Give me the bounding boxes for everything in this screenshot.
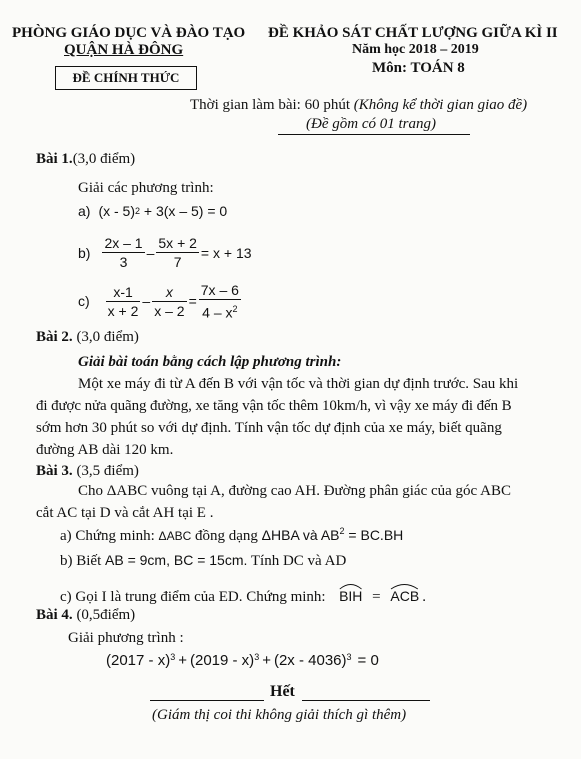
minus-sign: – <box>142 293 151 310</box>
angle-acb-label: ACB <box>390 588 420 604</box>
numerator: x-1 <box>106 284 141 302</box>
eq-c-label: c) <box>78 293 90 310</box>
bai3-part-c <box>60 584 426 606</box>
bai2-instruction: Giải bài toán bằng cách lập phương trình: <box>78 354 342 370</box>
bai2-line-4: đường AB dài 120 km. <box>36 442 174 458</box>
bai2-line-3: sớm hơn 30 phút so với dự định. Tính vận tốc dự định của xe máy, biết quãng <box>36 420 502 436</box>
plus-sign: + <box>178 652 187 669</box>
part-c-text-1: c) Gọi I là trung điểm của ED. Chứng minh: <box>60 589 330 605</box>
denominator: x – 2 <box>154 302 185 319</box>
part-a-text-4: ΔHBA và AB <box>261 527 340 543</box>
part-a-text-5: = BC.BH <box>344 527 404 543</box>
time-note: (Không kể thời gian giao đề) <box>353 97 528 113</box>
bai3-title: Bài 3. <box>36 463 73 479</box>
eq-a-exp: 2 <box>135 206 141 216</box>
bai4-equation <box>106 652 379 669</box>
denominator: 7 <box>173 254 182 270</box>
footer-rule-left <box>150 700 264 701</box>
bai2-title: Bài 2. <box>36 329 73 345</box>
bai3-line-2: cắt AC tại D và cắt AH tại E . <box>36 505 214 521</box>
footer-rule-right <box>302 700 430 701</box>
part-a-text-3: đồng dạng <box>191 528 262 544</box>
term-2-exp: 3 <box>254 652 260 662</box>
bai1-title: Bài 1. <box>36 151 73 167</box>
bai1-heading <box>36 151 135 168</box>
term-1-exp: 3 <box>170 652 176 662</box>
bai1-eq-c <box>78 282 243 321</box>
bai3-part-b <box>60 552 346 570</box>
eq-b-label: b) <box>78 244 91 261</box>
numerator: 7x – 6 <box>200 282 239 298</box>
end-marker: Hết <box>270 683 295 700</box>
bai1-instruction: Giải các phương trình: <box>78 180 214 196</box>
angle-bih-label: BIH <box>339 588 363 604</box>
time-text: Thời gian làm bài: 60 phút <box>190 97 350 113</box>
official-exam-box: ĐỀ CHÍNH THỨC <box>55 66 197 90</box>
part-a-exp: 2 <box>339 526 345 536</box>
bai3-heading <box>36 463 139 480</box>
pages-note: (Đề gồm có 01 trang) <box>306 116 436 132</box>
equals-sign: = <box>188 293 197 310</box>
equation-rhs: = 0 <box>357 652 379 669</box>
part-a-text-1: a) Chứng minh: <box>60 528 159 544</box>
numerator: x <box>152 284 186 302</box>
period: . <box>422 589 426 605</box>
denominator-exp: 2 <box>232 304 238 314</box>
bai4-title: Bài 4. <box>36 607 73 623</box>
plus-sign: + <box>262 652 271 669</box>
eq-b-rhs: = x + 13 <box>200 244 252 261</box>
bai2-line-2: đi được nửa quãng đường, xe tăng vận tốc thêm 10km/h, vì vậy xe máy đi đến B <box>36 398 512 414</box>
bai3-part-a <box>60 526 403 545</box>
term-2: (2019 - x) <box>189 652 255 669</box>
term-1: (2017 - x) <box>106 652 171 669</box>
eq-a-label: a) <box>78 203 91 219</box>
bai4-heading <box>36 607 135 624</box>
denominator <box>199 300 241 321</box>
bai2-points: (3,0 điểm) <box>76 329 139 345</box>
eq-a-part2: + 3(x – 5) = 0 <box>140 203 228 219</box>
bai3-points: (3,5 điểm) <box>76 463 139 479</box>
eq-c-fraction-2 <box>152 284 186 319</box>
angle-bih <box>339 584 362 604</box>
eq-b-fraction-1 <box>102 235 144 270</box>
time-line <box>190 97 527 114</box>
exam-title: ĐỀ KHẢO SÁT CHẤT LƯỢNG GIỮA KÌ II <box>268 25 558 41</box>
bai1-eq-b <box>78 235 252 270</box>
term-3: (2x - 4036) <box>273 652 347 669</box>
numerator: 2x – 1 <box>104 235 143 251</box>
equals-sign: = <box>372 589 381 605</box>
part-b-text-3: Tính DC và AD <box>247 553 347 569</box>
numerator: 5x + 2 <box>158 235 197 251</box>
part-a-text-2: ΔABC <box>158 529 192 543</box>
header-divider <box>278 134 470 135</box>
denominator: 3 <box>119 254 128 270</box>
part-b-text-1: b) Biết <box>60 553 105 569</box>
school-year: Năm học 2018 – 2019 <box>352 42 479 57</box>
bai2-line-1: Một xe máy đi từ A đến B với vận tốc và thời gian dự định trước. Sau khi <box>78 376 519 392</box>
bai1-eq-a <box>78 203 227 219</box>
bai3-line-1: Cho ΔABC vuông tại A, đường cao AH. Đường phân giác của góc ABC <box>78 483 511 499</box>
eq-a-part1: (x - 5) <box>98 203 136 219</box>
eq-c-fraction-1 <box>106 284 141 319</box>
eq-c-fraction-3 <box>199 282 241 321</box>
bai4-points: (0,5điểm) <box>76 607 136 623</box>
part-b-text-2: AB = 9cm, BC = 15cm. <box>105 552 248 568</box>
footer-note: (Giám thị coi thi không giải thích gì thêm) <box>152 707 407 723</box>
bai2-heading <box>36 329 139 346</box>
angle-acb <box>390 584 419 604</box>
bai1-points: (3,0 điểm) <box>72 151 136 167</box>
minus-sign: – <box>146 244 155 261</box>
denominator: x + 2 <box>107 302 139 319</box>
bai4-instruction: Giải phương trình : <box>68 630 184 646</box>
term-3-exp: 3 <box>346 652 352 662</box>
denominator-base: 4 – x <box>202 304 233 321</box>
subject: Môn: TOÁN 8 <box>372 60 465 76</box>
department-name: PHÒNG GIÁO DỤC VÀ ĐÀO TẠO <box>12 25 246 41</box>
eq-b-fraction-2 <box>156 235 199 270</box>
district-name: QUẬN HÀ ĐÔNG <box>64 42 184 58</box>
